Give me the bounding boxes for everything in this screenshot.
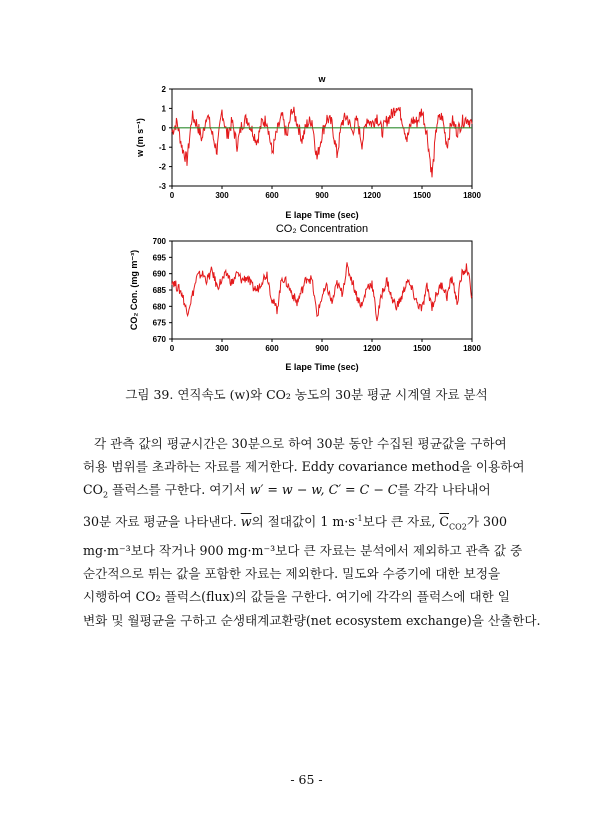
x-tick-label: 1200 (363, 344, 381, 353)
x-tick-label: 300 (215, 344, 229, 353)
w-prime-equation: w′ = w − w, (249, 482, 329, 498)
y-axis-label-1: CO₂ Con. (mg m⁻³) (129, 249, 139, 331)
y-tick-label: 675 (152, 318, 166, 328)
body-line-2: 허용 범위를 초과하는 자료를 제거한다. Eddy covariance method을 이용하여 (83, 459, 525, 475)
chart-title-0: w (318, 74, 326, 84)
x-axis-label-1: E lape Time (sec) (285, 362, 359, 372)
figure-caption: 그림 39. 연직속도 (w)와 CO₂ 농도의 30분 평균 시계열 자료 분석 (125, 387, 488, 402)
x-tick-label: 1200 (363, 191, 381, 200)
body-line-1: 각 관측 값의 평균시간은 30분으로 하여 30분 동안 수집된 평균값을 구하여 (94, 436, 507, 451)
x-tick-label: 300 (215, 191, 229, 200)
y-tick-label: 670 (152, 335, 166, 344)
y-tick-label: -1 (158, 143, 166, 153)
y-tick-label: 700 (152, 237, 166, 246)
series-line-co2 (172, 262, 472, 321)
y-tick-label: 1 (161, 104, 166, 114)
x-tick-label: 1800 (463, 344, 481, 353)
body-line-3: $CO_2$ 플럭스를 구한다. 여기서 w′ = w − w, C′ = C − C를 각각 나타내어 (83, 482, 491, 500)
x-tick-label: 600 (265, 344, 279, 353)
x-tick-label: 0 (169, 191, 175, 200)
y-tick-label: 690 (152, 269, 166, 279)
c-prime-equation: C′ = C − C (328, 482, 398, 498)
x-axis-label-0: E lape Time (sec) (285, 210, 359, 220)
x-tick-label: 1800 (463, 191, 481, 200)
x-tick-label: 1500 (413, 344, 431, 353)
chart-title-1: CO₂ Concentration (275, 223, 369, 235)
charts-svg (0, 0, 613, 380)
y-tick-label: 0 (161, 123, 166, 133)
series-line-w (172, 107, 472, 178)
x-tick-label: 0 (169, 344, 175, 353)
body-line-8: 변화 및 월평균을 구하고 순생태계교환량(net ecosystem exchange)을 산출한다. (83, 612, 541, 628)
x-tick-label: 900 (315, 191, 329, 200)
body-line-4: 30분 자료 평균을 나타낸다. $\overline{w}$의 절대값이 1 $m\cdot s^{-1}$보다 큰 자료, $\overline{C}_{CO2}$가 300 (83, 514, 508, 532)
y-axis-label-0: w (m s⁻¹) (135, 118, 145, 157)
y-tick-label: -3 (158, 182, 166, 191)
figure-39 (0, 0, 613, 384)
x-tick-label: 1500 (413, 191, 431, 200)
y-tick-label: -2 (158, 162, 166, 172)
y-tick-label: 685 (152, 286, 166, 295)
body-line-6: 순간적으로 튀는 값을 포함한 자료는 제외한다. 밀도와 수증기에 대한 보정을 (83, 566, 501, 582)
x-tick-label: 900 (315, 344, 329, 353)
y-tick-label: 695 (152, 253, 166, 263)
body-line-7: 시행하여 CO₂ 플럭스(flux)의 값들을 구한다. 여기에 각각의 플럭스에 대한 일 (83, 589, 510, 605)
y-tick-label: 2 (161, 85, 166, 94)
page-number: - 65 - (290, 772, 323, 787)
x-tick-label: 600 (265, 191, 279, 200)
body-paragraph (83, 432, 541, 632)
y-tick-label: 680 (152, 302, 166, 312)
body-line-5: mg·m⁻³보다 작거나 900 mg·m⁻³보다 큰 자료는 분석에서 제외하고 관측 값 중 (83, 543, 523, 559)
